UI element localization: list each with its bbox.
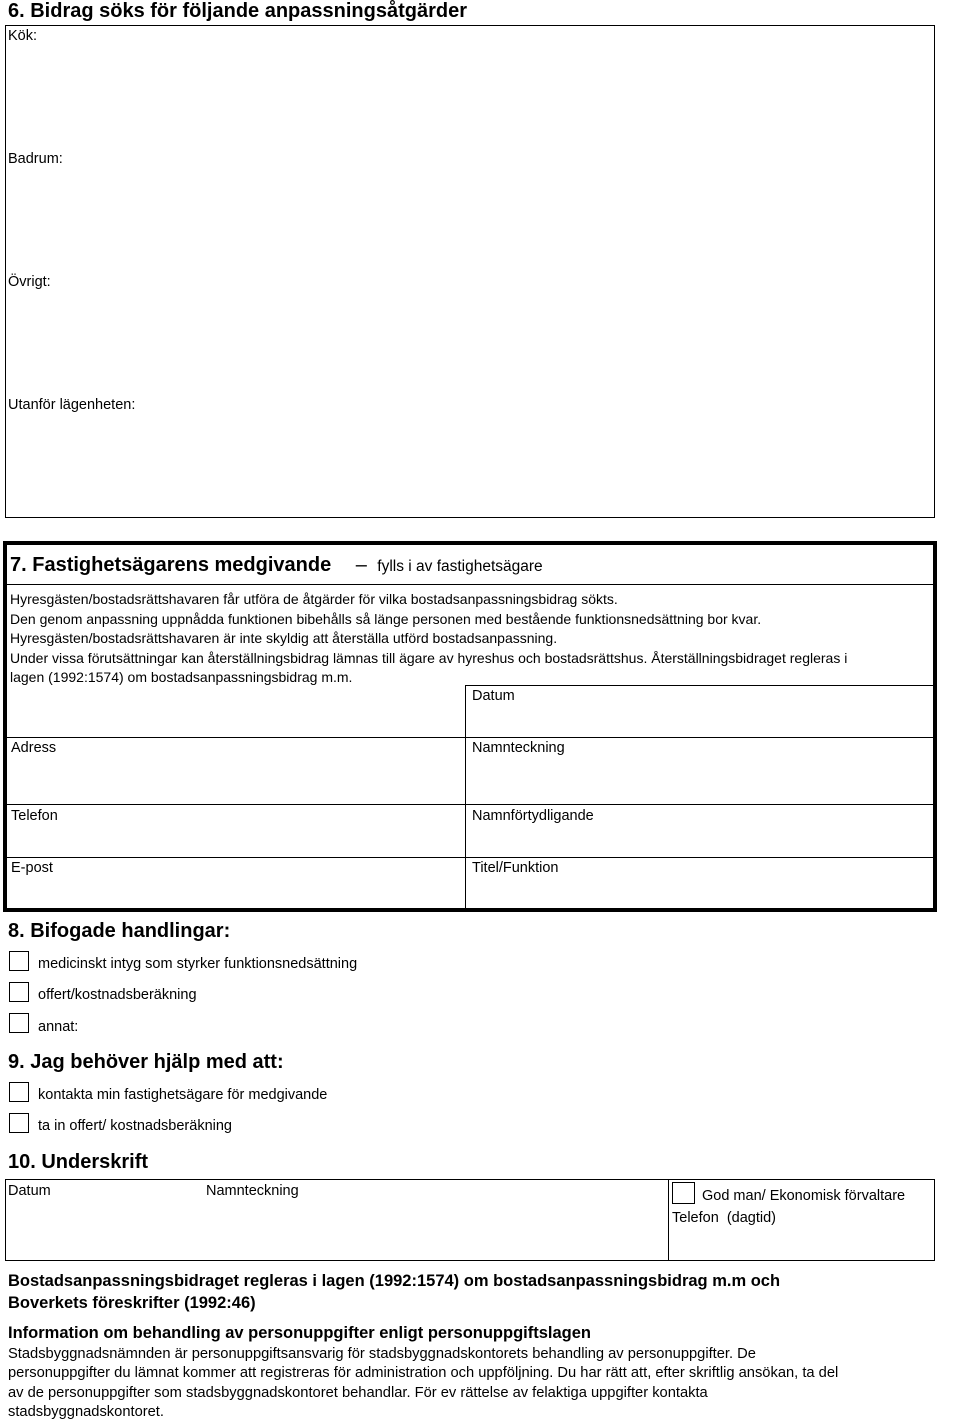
- checkbox-label: annat:: [38, 1019, 79, 1035]
- field-utanfor-label: Utanför lägenheten:: [8, 397, 136, 413]
- datum-field[interactable]: Datum: [472, 688, 515, 704]
- paragraph: Hyresgästen/bostadsrättshavaren får utföra de åtgärder för vilka bostadsanpassningsbidrag sökts.: [10, 591, 618, 607]
- section-7-subheading: fylls i av fastighetsägare: [377, 558, 543, 575]
- checkbox-god-man[interactable]: [672, 1182, 695, 1204]
- paragraph: lagen (1992:1574) om bostadsanpassningsbidrag m.m.: [10, 669, 353, 685]
- section-7-heading-row: [10, 554, 543, 577]
- section-8-heading: 8. Bifogade handlingar:: [8, 920, 231, 942]
- section-6-heading: 6. Bidrag söks för följande anpassningsåtgärder: [8, 0, 468, 22]
- info-heading: Information om behandling av personuppgifter enligt personuppgiftslagen: [8, 1324, 592, 1342]
- checkbox-medicinskt-intyg[interactable]: [9, 951, 29, 971]
- paragraph: Under vissa förutsättningar kan återställningsbidrag lämnas till ägare av hyreshus och bostadsrättshus. Återställningsbidraget regleras i: [10, 649, 848, 666]
- section-7-text: [10, 590, 930, 688]
- paragraph: Hyresgästen/bostadsrättshavaren är inte skyldig att återställa utförd bostadsanpassning.: [10, 630, 558, 646]
- section-7-heading: 7. Fastighetsägarens medgivande: [10, 554, 332, 576]
- checkbox-kontakta-fastighetsagare[interactable]: [9, 1082, 29, 1102]
- checkbox-annat[interactable]: [9, 1013, 29, 1033]
- section-6-box: [5, 25, 935, 518]
- divider: [7, 737, 933, 738]
- divider: [7, 584, 933, 585]
- telefon-dagtid-field[interactable]: Telefon (dagtid): [672, 1210, 776, 1226]
- law-text: [8, 1270, 780, 1314]
- section-10-heading: 10. Underskrift: [8, 1151, 149, 1173]
- info-line: stadsbyggnadskontoret.: [8, 1403, 164, 1420]
- signature-namnteckning-field[interactable]: Namnteckning: [206, 1183, 299, 1199]
- divider: [465, 685, 933, 686]
- checkbox-label: kontakta min fastighetsägare för medgivande: [38, 1087, 328, 1103]
- law-line: Boverkets föreskrifter (1992:46): [8, 1294, 256, 1312]
- section-7-dash: –: [355, 554, 367, 576]
- checkbox-label: ta in offert/ kostnadsberäkning: [38, 1118, 232, 1134]
- checkbox-label: medicinskt intyg som styrker funktionsnedsättning: [38, 956, 358, 972]
- info-line: av de personuppgifter som stadsbyggnadskontoret behandlar. För ev rättelse av felaktiga uppgifter kontakta: [8, 1384, 708, 1401]
- field-badrum-label: Badrum:: [8, 151, 63, 167]
- checkbox-ta-in-offert[interactable]: [9, 1113, 29, 1133]
- info-line: personuppgifter du lämnat kommer att registreras för administration och uppföljning. Du har rätt att, efter skriftlig ansökan, ta del: [8, 1365, 839, 1382]
- divider: [7, 804, 933, 805]
- divider: [7, 857, 933, 858]
- checkbox-label: offert/kostnadsberäkning: [38, 987, 197, 1003]
- telefon-field[interactable]: Telefon: [11, 808, 58, 824]
- signature-datum-field[interactable]: Datum: [8, 1183, 51, 1199]
- epost-field[interactable]: E-post: [11, 860, 53, 876]
- field-kok-label: Kök:: [8, 28, 38, 44]
- namnfortydligande-field[interactable]: Namnförtydligande: [472, 808, 594, 824]
- field-ovrigt-label: Övrigt:: [8, 274, 51, 290]
- divider: [465, 685, 466, 908]
- namnteckning-field[interactable]: Namnteckning: [472, 740, 565, 756]
- checkbox-offert[interactable]: [9, 982, 29, 1002]
- paragraph: Den genom anpassning uppnådda funktionen bibehålls så länge personen med bestående funktionsnedsättning bor kvar.: [10, 610, 762, 627]
- checkbox-label: God man/ Ekonomisk förvaltare: [702, 1188, 906, 1204]
- titel-funktion-field[interactable]: Titel/Funktion: [472, 860, 559, 876]
- adress-field[interactable]: Adress: [11, 740, 57, 756]
- info-text: [8, 1345, 838, 1422]
- law-line: Bostadsanpassningsbidraget regleras i lagen (1992:1574) om bostadsanpassningsbidrag m.m och: [8, 1272, 781, 1290]
- divider: [668, 1179, 669, 1261]
- info-line: Stadsbyggnadsnämnden är personuppgiftsansvarig för stadsbyggnadskontorets behandling av personuppgifter. De: [8, 1346, 756, 1362]
- section-9-heading: 9. Jag behöver hjälp med att:: [8, 1051, 284, 1073]
